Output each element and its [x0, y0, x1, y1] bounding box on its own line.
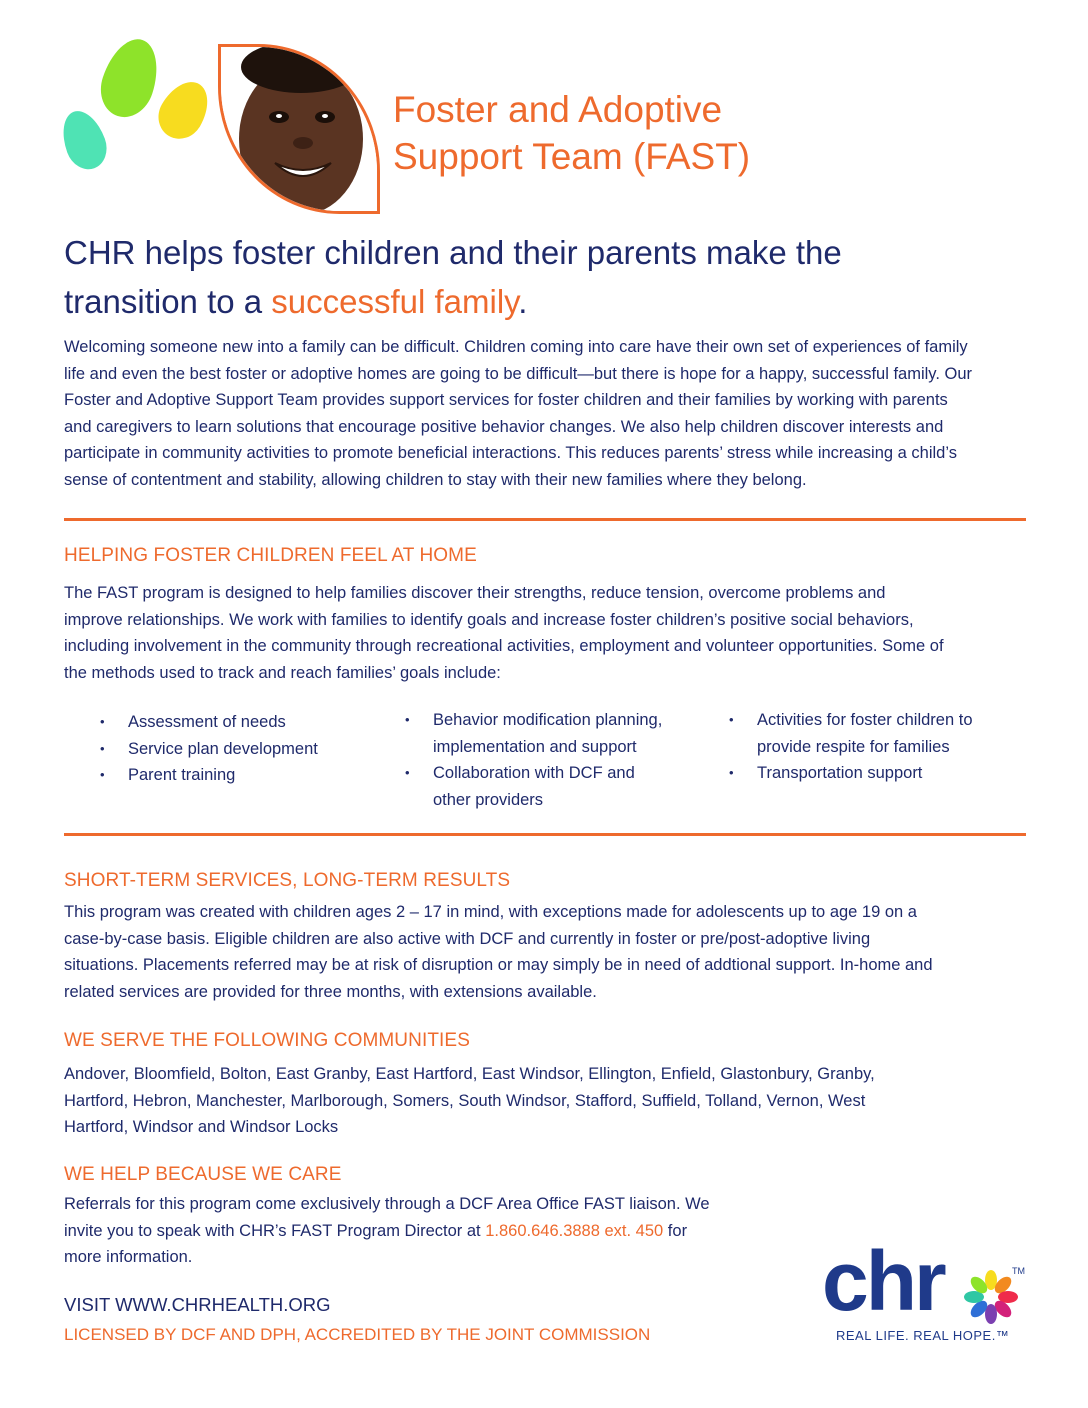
- list-item: • Parent training: [100, 762, 380, 789]
- bullet-list-col1: [100, 709, 380, 789]
- page-title: [393, 86, 750, 180]
- flower-logo-icon: [962, 1268, 1020, 1326]
- bullet-list-col2: [405, 707, 673, 813]
- list-item: • Service plan development: [100, 736, 380, 763]
- intro-paragraph: Welcoming someone new into a family can be difficult. Children coming into care have their own set of experiences of family life and even the best foster or adoptive homes are going to be difficult—but there is hope for a happy, successful family. Our Foster and Adoptive Support Team provides support services for foster children and their families by working with parents and caregivers to learn solutions that encourage positive behavior changes. We also help children discover interests and participate in community activities to promote beneficial interactions. This reduces parents’ stress while increasing a child’s sense of contentment and stability, allowing children to stay with their new families where they belong.: [64, 338, 973, 489]
- title-line-1: Foster and Adoptive: [393, 89, 723, 130]
- accreditation-note: LICENSED BY DCF AND DPH, ACCREDITED BY THE JOINT COMMISSION: [64, 1325, 651, 1344]
- list-item: • Collaboration with DCF and other providers: [405, 760, 673, 813]
- website-link[interactable]: VISIT WWW.CHRHEALTH.ORG: [64, 1294, 331, 1315]
- section-heading-care: WE HELP BECAUSE WE CARE: [64, 1164, 342, 1185]
- child-photo: [218, 44, 380, 214]
- headline: [64, 228, 964, 326]
- care-text-end: for more information.: [64, 1221, 688, 1267]
- headline-period: .: [518, 283, 528, 320]
- list-item: • Assessment of needs: [100, 709, 380, 736]
- section-heading-home: HELPING FOSTER CHILDREN FEEL AT HOME: [64, 545, 477, 566]
- headline-text: CHR helps foster children and their parents make the transition to a: [64, 234, 842, 320]
- logo-tagline: REAL LIFE. REAL HOPE.™: [836, 1328, 1010, 1343]
- bullet-list-col3: [729, 707, 991, 787]
- care-text: Referrals for this program come exclusively through a DCF Area Office FAST liaison. We invite you to speak with CHR’s FAST Program Director at: [64, 1195, 710, 1240]
- yellow-leaf-icon: [150, 73, 218, 147]
- divider: [64, 518, 1026, 521]
- list-item: • Transportation support: [729, 760, 991, 787]
- section-body-communities: Andover, Bloomfield, Bolton, East Granby, East Hartford, East Windsor, Ellington, Enfield, Glastonbury, Granby, Hartford, Hebron, Manchester, Marlborough, Somers, South Windsor, Stafford, Suffield, Tolland, Vernon, West Hartford, Windsor and Windsor Locks: [64, 1065, 875, 1137]
- section-heading-results: SHORT-TERM SERVICES, LONG-TERM RESULTS: [64, 870, 511, 891]
- section-heading-communities: WE SERVE THE FOLLOWING COMMUNITIES: [64, 1030, 470, 1051]
- list-item: • Behavior modification planning, implementation and support: [405, 707, 673, 760]
- green-leaf-icon: [93, 32, 167, 124]
- title-line-2: Support Team (FAST): [393, 136, 751, 177]
- list-item: • Activities for foster children to provide respite for families: [729, 707, 991, 760]
- section-body-home: The FAST program is designed to help families discover their strengths, reduce tension, overcome problems and improve relationships. We work with families to identify goals and increase foster children’s positive social behaviors, including involvement in the community through recreational activities, employment and volunteer opportunities. Some of the methods used to track and reach families’ goals include:: [64, 584, 944, 682]
- trademark-mark: TM: [1012, 1266, 1025, 1276]
- divider: [64, 833, 1026, 836]
- teal-leaf-icon: [55, 105, 113, 175]
- section-body-care: [64, 1191, 714, 1271]
- section-body-results: This program was created with children ages 2 – 17 in mind, with exceptions made for adolescents up to age 19 on a case-by-case basis. Eligible children are also active with DCF and currently in foster or pre/post-adoptive living situations. Placements referred may be at risk of disruption or may simply be in need of addtional support. In-home and related services are provided for three months, with extensions available.: [64, 903, 933, 1001]
- headline-highlight: successful family: [271, 283, 519, 320]
- chr-logo-wordmark: chr: [822, 1234, 944, 1328]
- phone-number[interactable]: 1.860.646.3888 ext. 450: [485, 1221, 664, 1240]
